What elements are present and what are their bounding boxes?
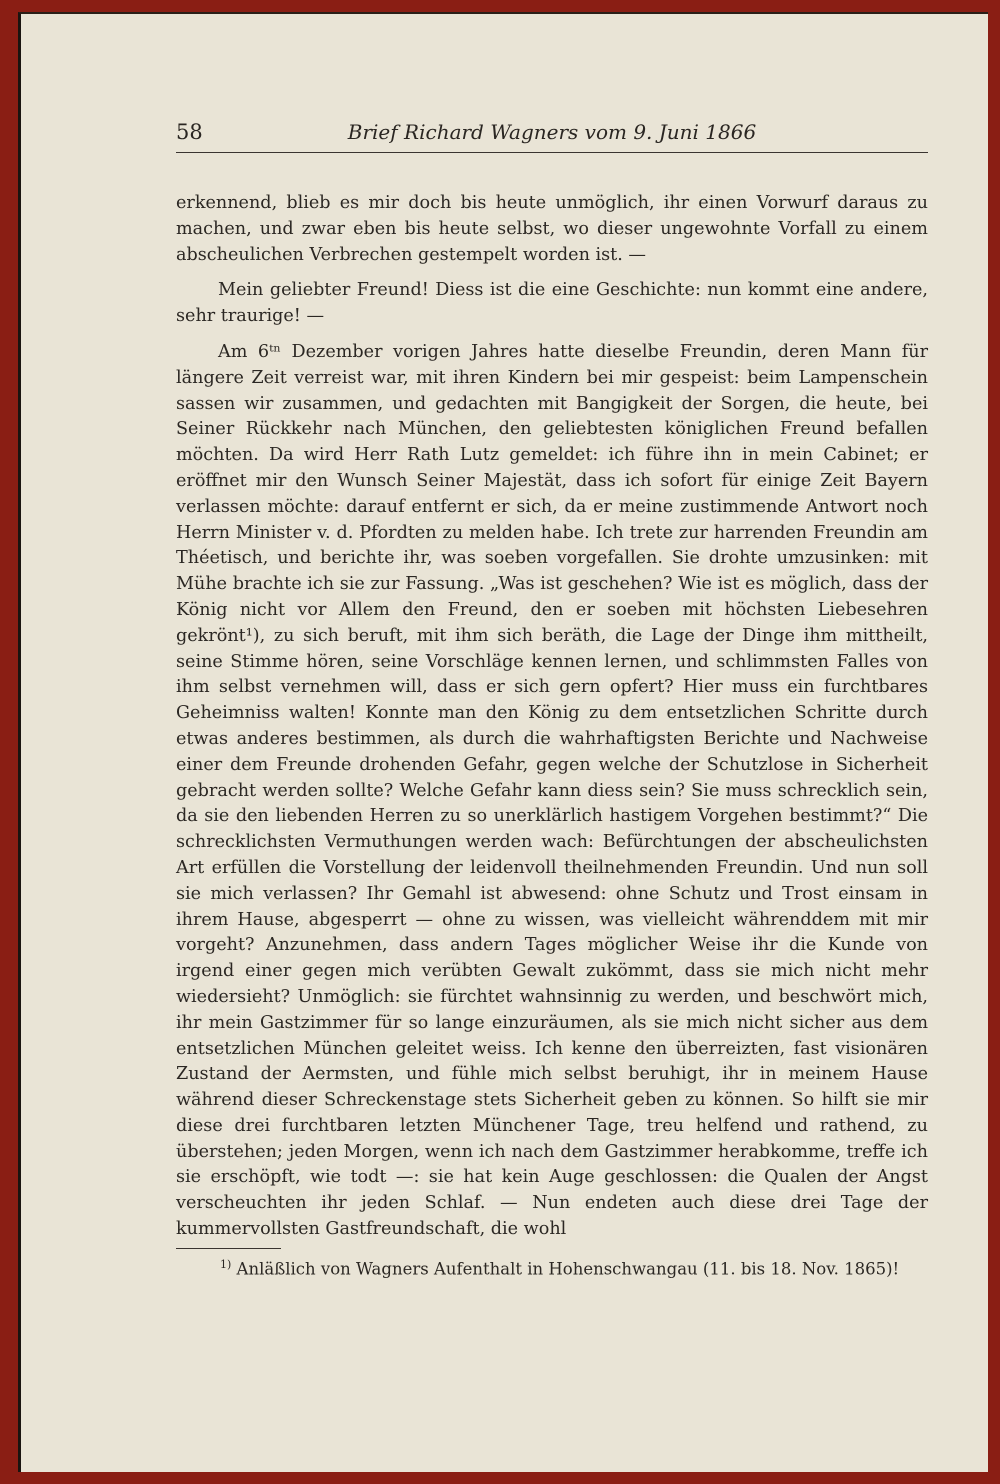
footnote-marker: 1): [220, 1258, 232, 1271]
paragraph: erkennend, blieb es mir doch bis heute unmöglich, ihr einen Vorwurf daraus zu machen, und zwar eben bis heute selbst, wo dieser ungewohnte Vorfall zu einem abscheulichen Verbrechen gestempelt worden ist. —: [176, 193, 928, 265]
footnote-divider: [176, 1248, 281, 1249]
footnote: [220, 1258, 928, 1279]
running-head: Brief Richard Wagners vom 9. Juni 1866: [347, 120, 757, 144]
paragraph: Am 6ᵗⁿ Dezember vorigen Jahres hatte dieselbe Freundin, deren Mann für längere Zeit verreist war, mit ihren Kindern bei mir gespeist: beim Lampenschein sassen wir zusammen, und gedachten mit Bangigkeit der Sorgen, die heute, bei Seiner Rückkehr nach München, den geliebtesten königlichen Freund befallen möchten. Da wird Herr Rath Lutz gemeldet: ich führe ihn in mein Cabinet; er eröffnet mir den Wunsch Seiner Majestät, dass ich sofort für einige Zeit Bayern verlassen möchte: darauf entfernt er sich, da er meine zustimmende Antwort noch Herrn Minister v. d. Pfordten zu melden habe. Ich trete zur harrenden Freundin am Théetisch, und berichte ihr, was soeben vorgefallen. Sie drohte umzusinken: mit Mühe brachte ich sie zur Fassung. „Was ist geschehen? Wie ist es möglich, dass der König nicht vor Allem den Freund, den er soeben mit höchsten Liebesehren gekrönt¹), zu sich beruft, mit ihm sich beräth, die Lage der Dinge ihm mittheilt, seine Stimme hören, seine Vorschläge kennen lernen, und schlimmsten Falles von ihm selbst vernehmen will, dass er sich gern opfert? Hier muss ein furchtbares Geheimniss walten! Konnte man den König zu dem entsetzlichen Schritte durch etwas anderes bestimmen, als durch die wahrhaftigsten Berichte und Nachweise einer dem Freunde drohenden Gefahr, gegen welche der Schutzlose in Sicherheit gebracht werden sollte? Welche Gefahr kann diess sein? Sie muss schrecklich sein, da sie den liebenden Herren zu so unerklärlich hastigem Vorgehen bestimmt?“ Die schrecklichsten Vermuthungen werden wach: Befürchtungen der abscheulichsten Art erfüllen die Vorstellung der leidenvoll theilnehmenden Freundin. Und nun soll sie mich verlassen? Ihr Gemahl ist abwesend: ohne Schutz und Trost einsam in ihrem Hause, abgesperrt — ohne zu wissen, was vielleicht währenddem mit mir vorgeht? Anzunehmen, dass andern Tages möglicher Weise ihr die Kunde von irgend einer gegen mich verübten Gewalt zukömmt, dass sie mich nicht mehr wiedersieht? Unmöglich: sie fürchtet wahnsinnig zu werden, und beschwört mich, ihr mein Gastzimmer für so lange einzuräumen, als sie mich nicht sicher aus dem entsetzlichen München geleitet weiss. Ich kenne den überreizten, fast visionären Zustand der Aermsten, und fühle mich selbst beruhigt, ihr in meinem Hause während dieser Schreckenstage stets Sicherheit geben zu können. So hilft sie mir diese drei furchtbaren letzten Münchener Tage, treu helfend und rathend, zu überstehen; jeden Morgen, wenn ich nach dem Gastzimmer herabkomme, treffe ich sie erschöpft, wie todt —: sie hat kein Auge geschlossen: die Qualen der Angst verscheuchten ihr jeden Schlaf. — Nun endeten auch diese drei Tage der kummervollsten Gastfreundschaft, die wohl: [176, 341, 928, 1240]
footnote-text: Anläßlich von Wagners Aufenthalt in Hohenschwangau (11. bis 18. Nov. 1865)!: [236, 1259, 900, 1279]
page-number: 58: [176, 120, 203, 144]
paragraph: Mein geliebter Freund! Diess ist die eine Geschichte: nun kommt eine andere, sehr traurige! —: [176, 280, 928, 327]
body-text: [176, 191, 928, 1243]
page-header: [176, 120, 928, 153]
